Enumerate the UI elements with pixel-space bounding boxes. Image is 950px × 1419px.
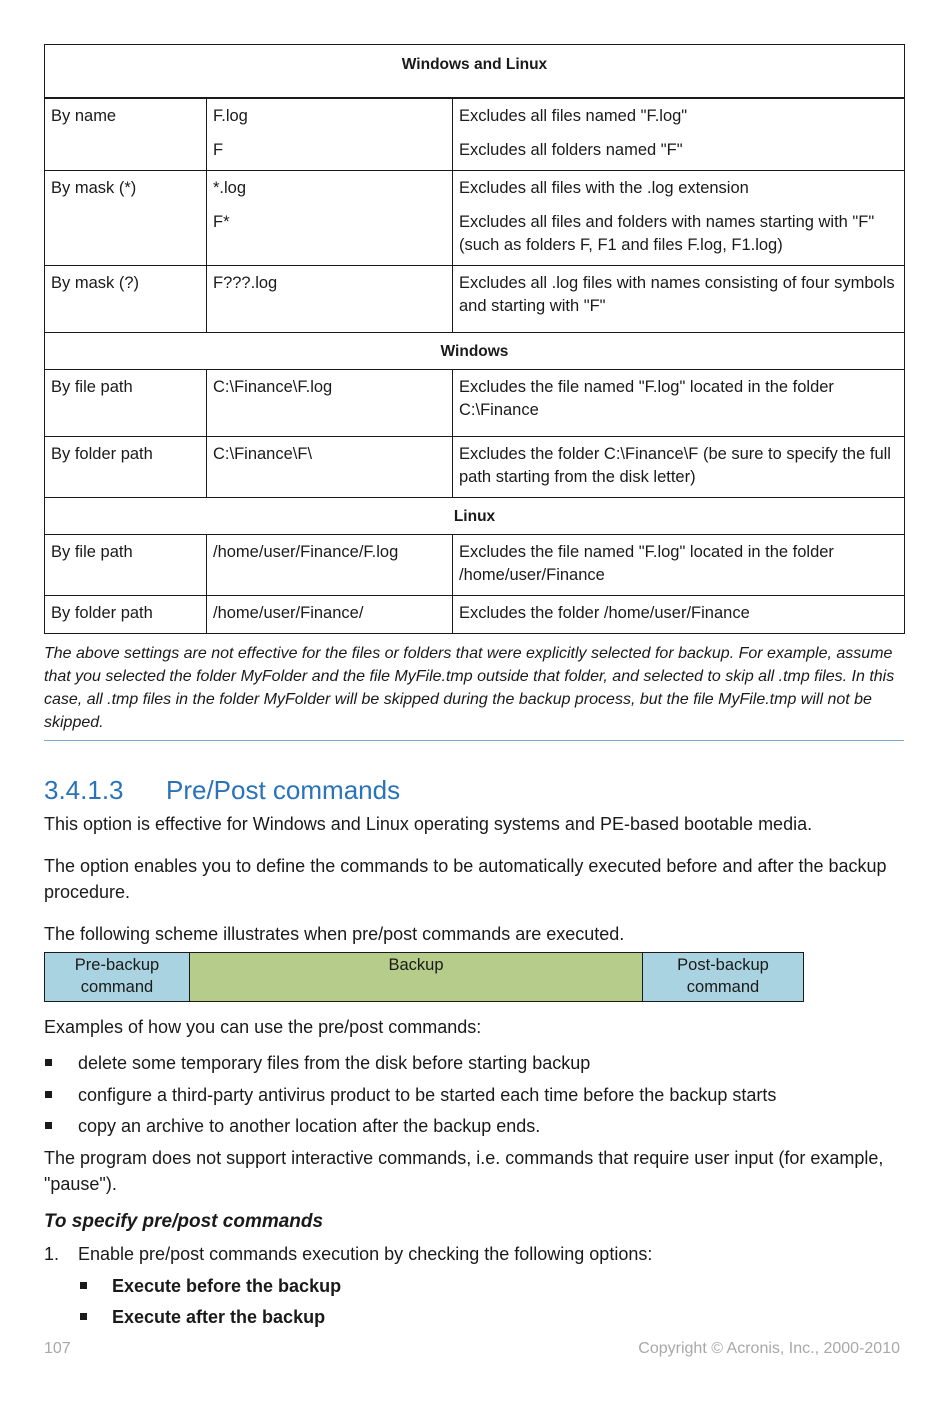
criterion-cell: By mask (*) [45, 171, 207, 266]
criterion-cell: By folder path [45, 596, 207, 634]
description-text: Excludes all files with the .log extension [459, 179, 749, 197]
example-cell: F???.log [207, 266, 453, 333]
description-cell [453, 98, 905, 171]
table-row [45, 171, 905, 266]
example-value: F [213, 141, 224, 159]
paragraph: Examples of how you can use the pre/post commands: [44, 1017, 482, 1037]
criterion-cell: By folder path [45, 437, 207, 498]
pre-backup-block: Pre-backup command [45, 953, 190, 1001]
step-options-list [44, 1273, 904, 1331]
description-text: Excludes all files named "F.log" [459, 107, 688, 125]
exclusion-examples-table [44, 44, 905, 634]
table-row [45, 437, 905, 498]
section-title: Pre/Post commands [166, 775, 401, 805]
copyright-text: Copyright © Acronis, Inc., 2000-2010 [638, 1340, 900, 1357]
description-cell: Excludes the folder C:\Finance\F (be sure to specify the full path starting from the disk letter) [453, 437, 905, 498]
example-value: *.log [213, 179, 247, 197]
list-item-text: configure a third-party antivirus product to be started each time before the backup starts [78, 1084, 777, 1105]
table-section-header [45, 45, 905, 99]
paragraph: The option enables you to define the commands to be automatically executed before and after the backup procedure. [44, 856, 887, 902]
section-header-cell: Linux [45, 498, 905, 535]
option-name: Execute after the backup [112, 1307, 326, 1327]
table-row [45, 535, 905, 596]
list-item [44, 1304, 904, 1330]
description-cell: Excludes the file named "F.log" located in the folder C:\Finance [453, 370, 905, 437]
example-cell [207, 98, 453, 171]
list-item [44, 1273, 904, 1299]
criterion-cell: By file path [45, 535, 207, 596]
page-number: 107 [44, 1340, 71, 1357]
example-value: F* [213, 213, 230, 231]
bullet-icon [45, 1122, 52, 1129]
description-cell: Excludes the folder /home/user/Finance [453, 596, 905, 634]
examples-list [44, 1050, 904, 1139]
criterion-cell: By name [45, 98, 207, 171]
document-page [44, 44, 904, 1336]
list-item [44, 1050, 904, 1076]
criterion-cell: By mask (?) [45, 266, 207, 333]
criterion-cell: By file path [45, 370, 207, 437]
table-section-header [45, 498, 905, 535]
paragraph: The following scheme illustrates when pre/post commands are executed. [44, 924, 625, 944]
procedure-step [44, 1241, 904, 1267]
description-cell: Excludes the file named "F.log" located in the folder /home/user/Finance [453, 535, 905, 596]
post-backup-block: Post-backup command [643, 953, 803, 1001]
table-row [45, 266, 905, 333]
description-cell: Excludes all .log files with names consisting of four symbols and starting with "F" [453, 266, 905, 333]
example-cell: C:\Finance\F.log [207, 370, 453, 437]
description-text: Excludes all folders named "F" [459, 141, 683, 159]
table-row [45, 370, 905, 437]
paragraph: This option is effective for Windows and Linux operating systems and PE-based bootable media. [44, 814, 813, 834]
section-header-cell: Windows [45, 333, 905, 370]
option-name: Execute before the backup [112, 1275, 342, 1296]
step-number: 1. [44, 1243, 60, 1264]
example-cell [207, 171, 453, 266]
bullet-icon [80, 1282, 87, 1289]
list-item-text: delete some temporary files from the disk before starting backup [78, 1053, 591, 1073]
bullet-icon [45, 1059, 52, 1066]
table-row [45, 98, 905, 171]
backup-block: Backup [190, 953, 643, 1001]
description-cell [453, 171, 905, 266]
table-row [45, 596, 905, 634]
example-value: F.log [213, 107, 248, 125]
procedure-title: To specify pre/post commands [44, 1210, 324, 1232]
bullet-icon [45, 1091, 52, 1098]
step-text: Enable pre/post commands execution by checking the following options: [78, 1243, 653, 1264]
list-item-text: copy an archive to another location after the backup ends. [78, 1116, 541, 1136]
table-note: The above settings are not effective for the files or folders that were explicitly selected for backup. For example, assume that you selected the folder MyFolder and the file MyFile.tmp outside that folder, and selected to skip all .tmp files. In this case, all .tmp files in the folder MyFolder will be skipped during the backup process, but the file MyFile.tmp will not be skipped. [44, 642, 904, 741]
example-cell: /home/user/Finance/F.log [207, 535, 453, 596]
description-text: Excludes all files and folders with names starting with "F" (such as folders F, F1 and files F.log, F1.log) [459, 213, 875, 254]
paragraph: The program does not support interactive commands, i.e. commands that require user input (for example, "pause"). [44, 1147, 884, 1194]
list-item [44, 1113, 904, 1139]
list-item [44, 1082, 904, 1108]
example-cell: C:\Finance\F\ [207, 437, 453, 498]
example-cell: /home/user/Finance/ [207, 596, 453, 634]
table-section-header [45, 333, 905, 370]
section-number: 3.4.1.3 [44, 775, 124, 805]
bullet-icon [80, 1313, 87, 1320]
pre-post-scheme-diagram [44, 952, 804, 1002]
section-header-cell: Windows and Linux [45, 45, 905, 99]
section-heading [44, 773, 904, 807]
